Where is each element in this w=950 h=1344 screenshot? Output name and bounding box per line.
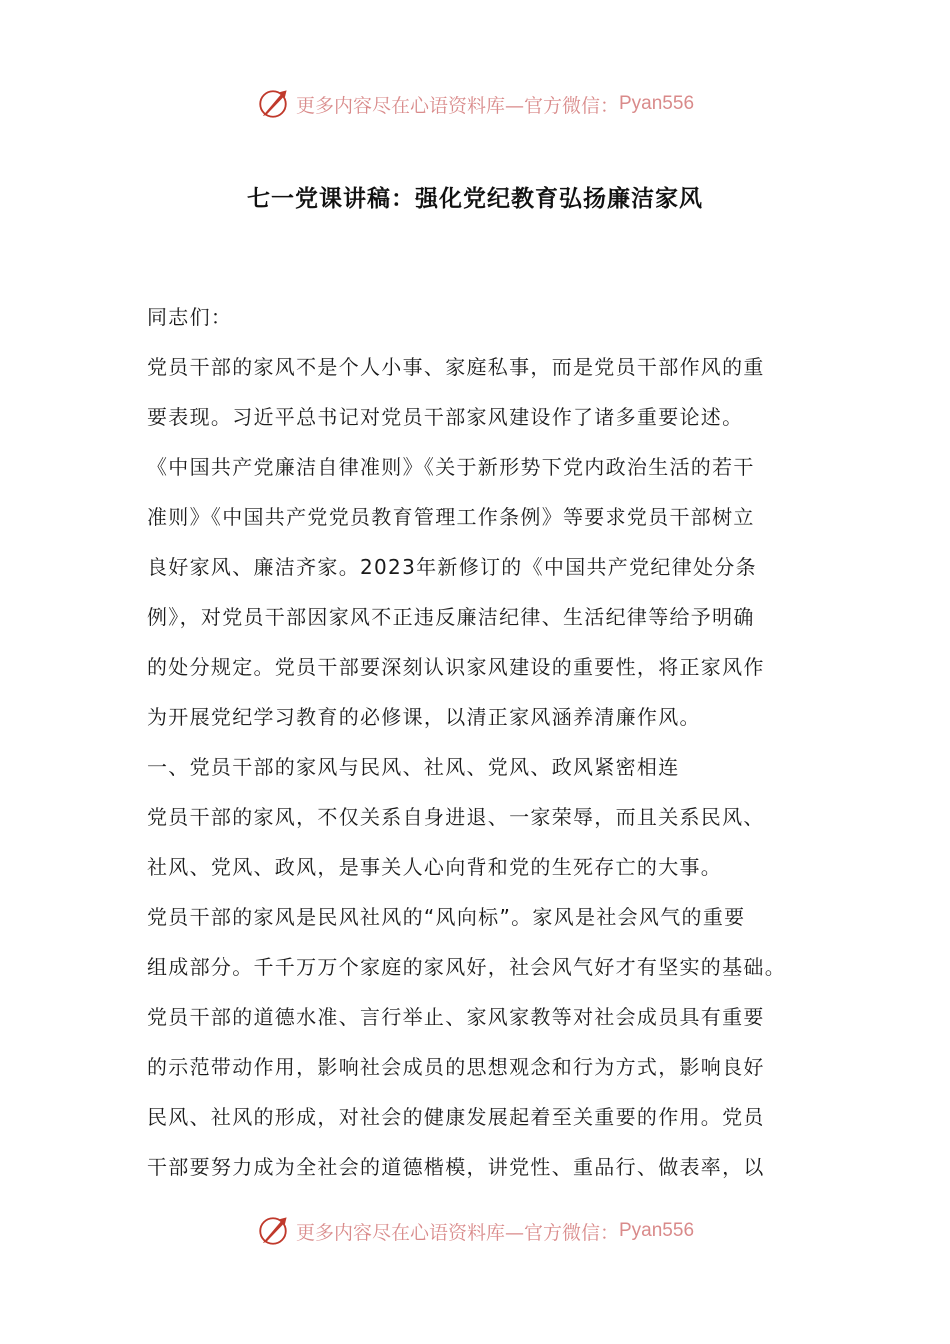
text-line: 组成部分。千千万万个家庭的家风好，社会风气好才有坚实的基础。 <box>147 955 786 979</box>
document-title: 七一党课讲稿：强化党纪教育弘扬廉洁家风 <box>247 185 703 212</box>
text-line: 的处分规定。党员干部要深刻认识家风建设的重要性，将正家风作 <box>147 655 765 679</box>
text-line: 《中国共产党廉洁自律准则》《关于新形势下党内政治生活的若干 <box>147 455 755 479</box>
footer-watermark <box>0 1211 950 1251</box>
header-watermark <box>0 84 950 124</box>
document-body <box>147 292 827 1192</box>
wechat-id: Pyan556 <box>619 93 695 114</box>
text-line: 同志们： <box>147 305 233 329</box>
text-line: 社风、党风、政风，是事关人心向背和党的生死存亡的大事。 <box>147 855 723 879</box>
text-line: 党员干部的家风，不仅关系自身进退、一家荣辱，而且关系民风、 <box>147 805 765 829</box>
watermark-text: 更多内容尽在心语资料库—官方微信： <box>295 94 619 117</box>
text-line: 例》，对党员干部因家风不正违反廉洁纪律、生活纪律等给予明确 <box>147 605 755 629</box>
text-line: 干部要努力成为全社会的道德楷模，讲党性、重品行、做表率，以 <box>147 1155 765 1179</box>
text-line: 良好家风、廉洁齐家。2023年新修订的《中国共产党纪律处分条 <box>147 555 757 579</box>
text-line: 要表现。习近平总书记对党员干部家风建设作了诸多重要论述。 <box>147 405 744 429</box>
text-line: 的示范带动作用，影响社会成员的思想观念和行为方式，影响良好 <box>147 1055 765 1079</box>
text-line: 党员干部的道德水准、言行举止、家风家教等对社会成员具有重要 <box>147 1005 765 1029</box>
wechat-id: Pyan556 <box>619 1220 695 1241</box>
text-line: 为开展党纪学习教育的必修课，以清正家风涵养清廉作风。 <box>147 705 701 729</box>
text-line: 民风、社风的形成，对社会的健康发展起着至关重要的作用。党员 <box>147 1105 765 1129</box>
watermark-text: 更多内容尽在心语资料库—官方微信： <box>295 1221 619 1244</box>
text-line: 党员干部的家风不是个人小事、家庭私事，而是党员干部作风的重 <box>147 355 765 379</box>
quill-logo-icon <box>256 1214 290 1248</box>
text-line: 党员干部的家风是民风社风的“风向标”。家风是社会风气的重要 <box>147 905 746 929</box>
text-line: 准则》《中国共产党党员教育管理工作条例》等要求党员干部树立 <box>147 505 755 529</box>
quill-logo-icon <box>256 87 290 121</box>
section-heading: 一、党员干部的家风与民风、社风、党风、政风紧密相连 <box>147 755 680 779</box>
